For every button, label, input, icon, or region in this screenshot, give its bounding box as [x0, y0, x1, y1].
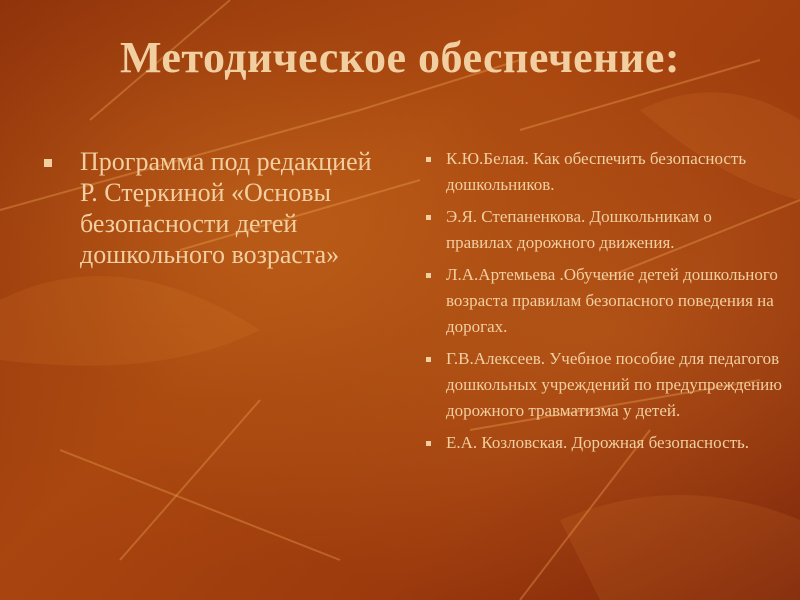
reference-text: Е.А. Козловская. Дорожная безопасность. [446, 433, 750, 452]
right-column [422, 146, 782, 462]
reference-item [422, 146, 782, 198]
square-bullet-icon [426, 273, 431, 278]
slide-title: Методическое обеспечение: [119, 33, 681, 82]
left-column [44, 146, 374, 270]
square-bullet-icon [426, 215, 431, 220]
square-bullet-icon [44, 159, 52, 167]
reference-item [422, 346, 782, 424]
square-bullet-icon [426, 157, 431, 162]
left-list-item [44, 146, 374, 270]
reference-text: К.Ю.Белая. Как обеспечить безопасность дошкольников. [446, 149, 747, 194]
reference-item [422, 430, 782, 456]
reference-item [422, 262, 782, 340]
square-bullet-icon [426, 441, 431, 446]
reference-text: Э.Я. Степаненкова. Дошкольникам о правилах дорожного движения. [446, 207, 712, 252]
reference-item [422, 204, 782, 256]
reference-text: Л.А.Артемьева .Обучение детей дошкольного возраста правилам безопасного поведения на дорогах. [446, 265, 778, 336]
reference-text: Г.В.Алексеев. Учебное пособие для педагогов дошкольных учреждений по предупреждению дорожного травматизма у детей. [446, 349, 782, 420]
square-bullet-icon [426, 357, 431, 362]
program-text: Программа под редакцией Р. Стеркиной «Основы безопасности детей дошкольного возраста» [80, 147, 372, 269]
